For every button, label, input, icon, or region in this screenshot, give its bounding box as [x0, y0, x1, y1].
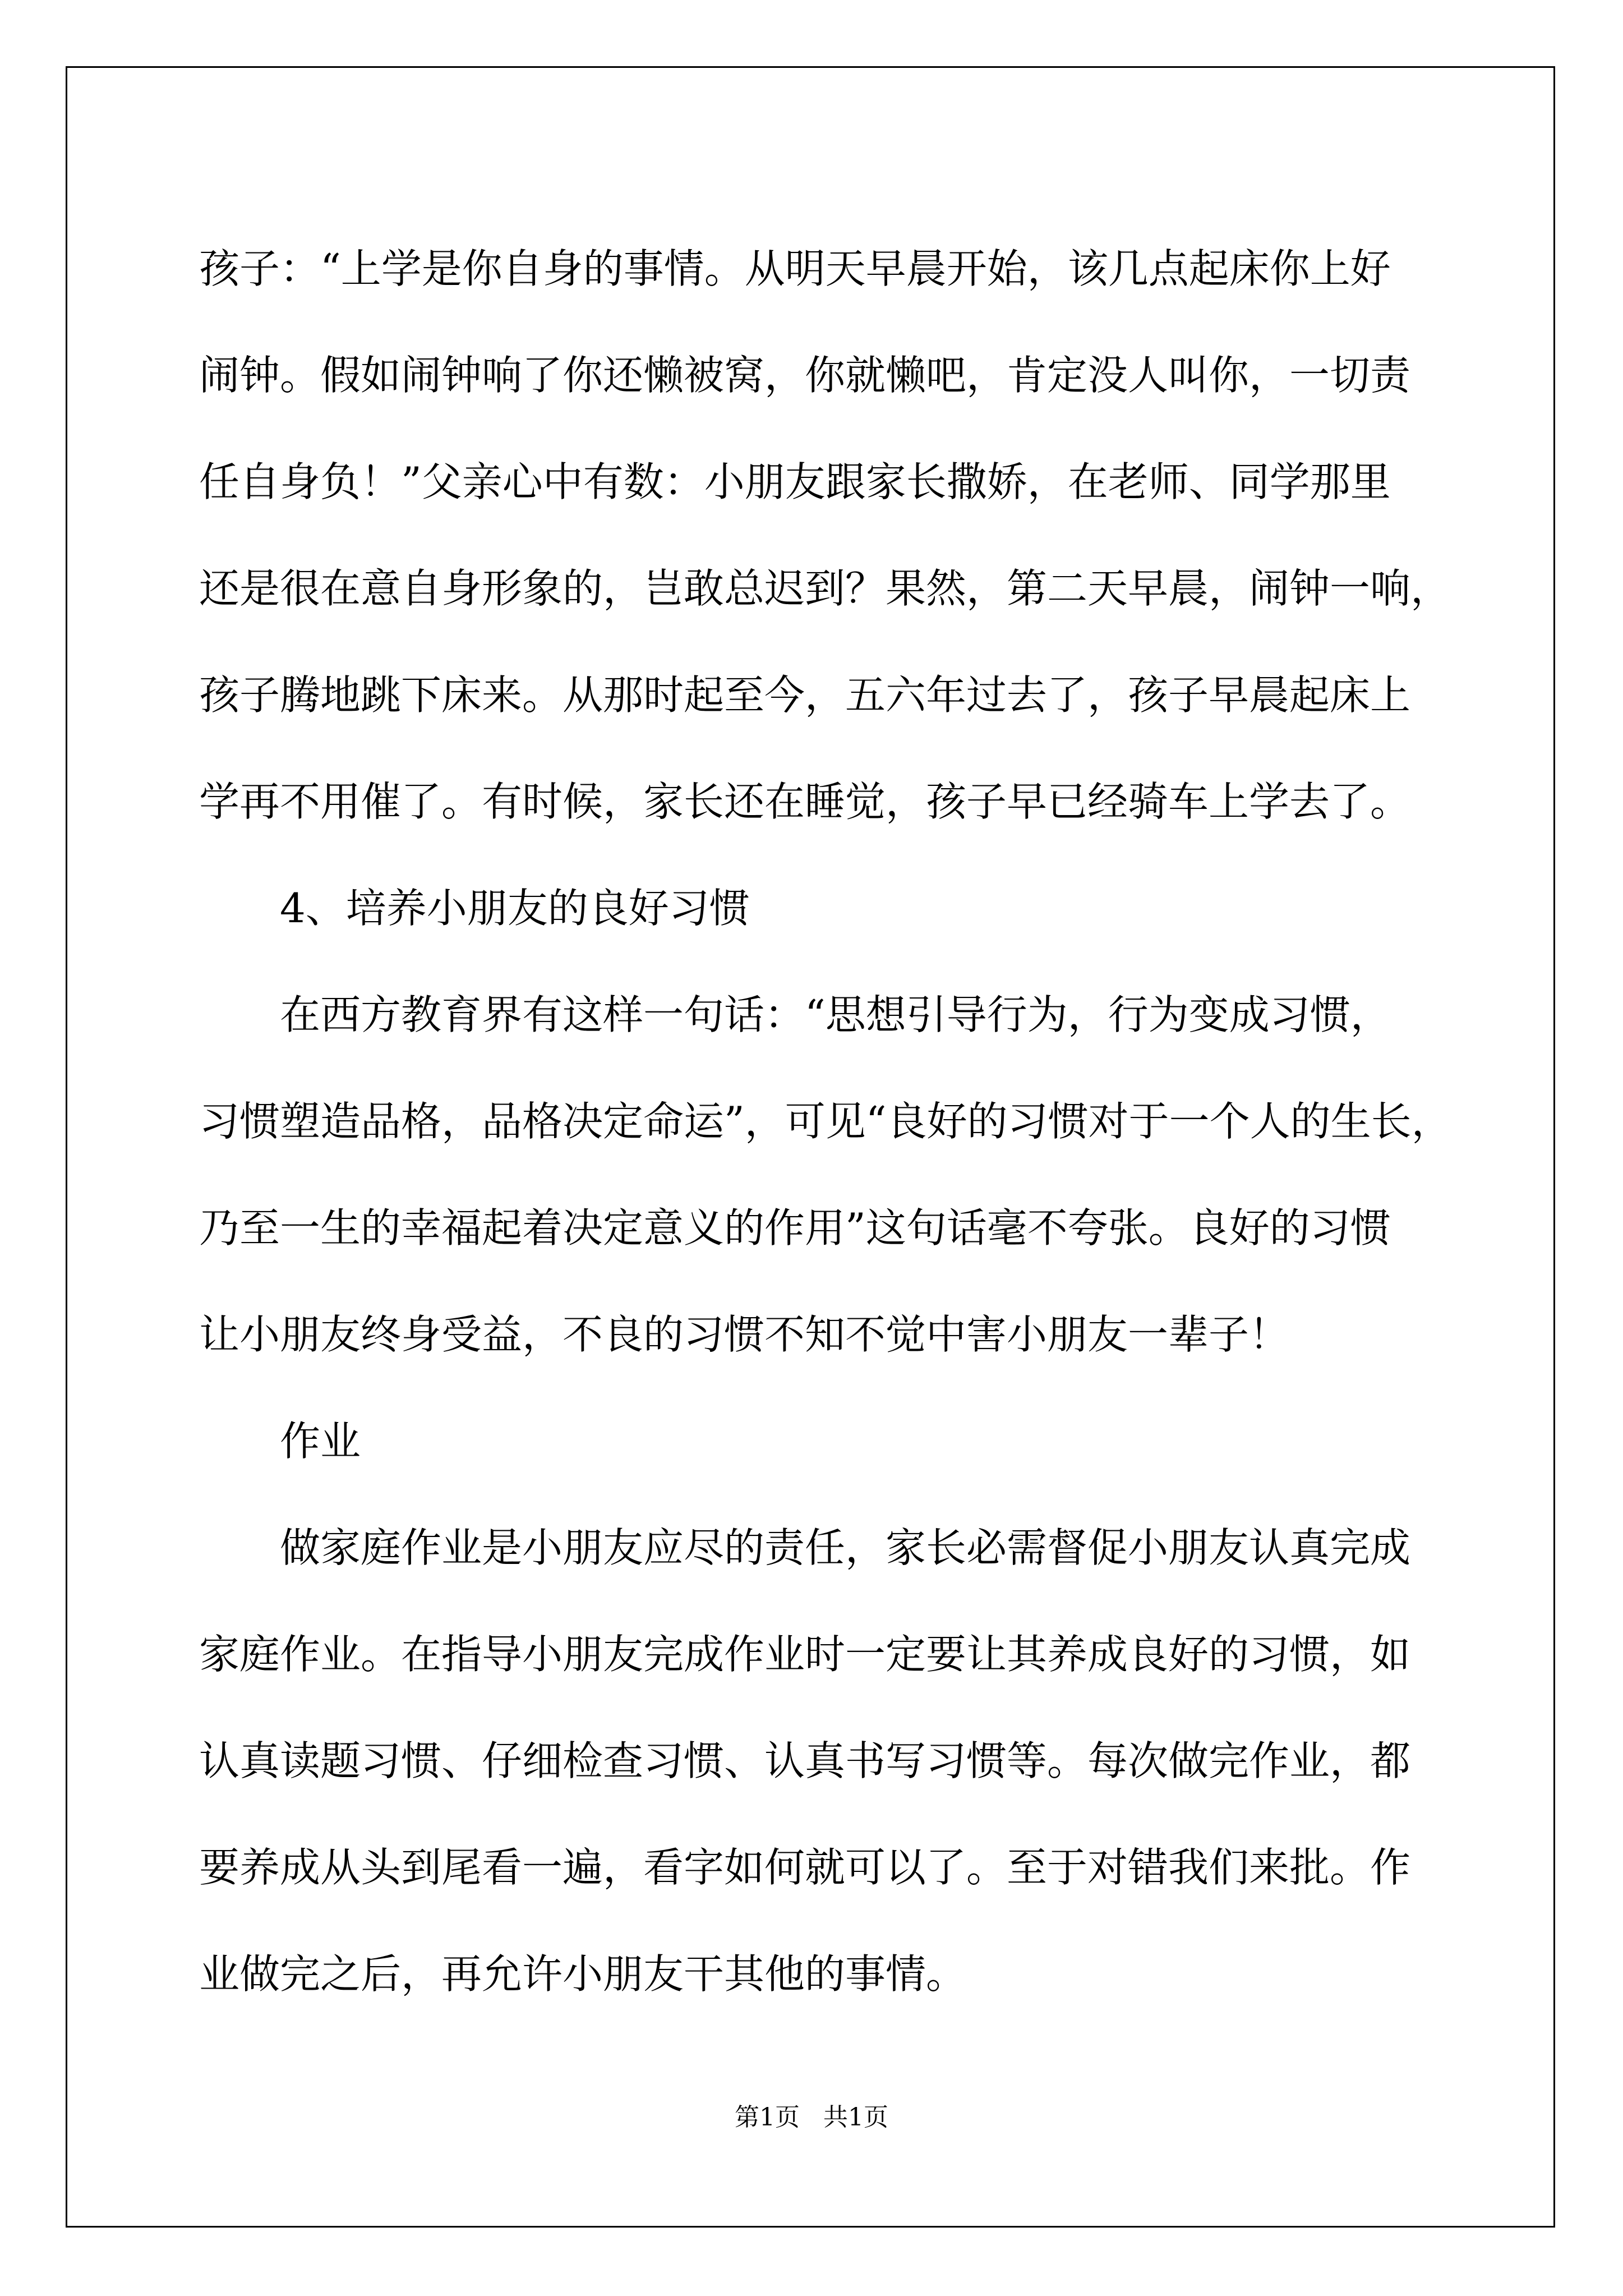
text-line: 还是很在意自身形象的，岂敢总迟到？果然，第二天早晨，闹钟一响，: [199, 565, 1451, 612]
text-line: 孩子：“上学是你自身的事情。从明天早晨开始，该几点起床你上好: [199, 245, 1391, 292]
text-line: 在西方教育界有这样一句话：“思想引导行为，行为变成习惯，: [280, 991, 1391, 1038]
text-line: 要养成从头到尾看一遍，看字如何就可以了。至于对错我们来批。作: [199, 1844, 1411, 1891]
text-line: 孩子腾地跳下床来。从那时起至今，五六年过去了，孩子早晨起床上: [199, 671, 1411, 719]
text-line: 做家庭作业是小朋友应尽的责任，家长必需督促小朋友认真完成: [280, 1524, 1411, 1571]
document-body: [199, 215, 1452, 2027]
text-line: 闹钟。假如闹钟响了你还懒被窝，你就懒吧，肯定没人叫你，一切责: [199, 352, 1411, 399]
text-line: 学再不用催了。有时候，家长还在睡觉，孩子早已经骑车上学去了。: [199, 778, 1411, 825]
section-heading: 作业: [280, 1418, 361, 1465]
section-heading: 4、培养小朋友的良好习惯: [280, 885, 750, 932]
text-line: 习惯塑造品格，品格决定命运”，可见“良好的习惯对于一个人的生长，: [199, 1098, 1452, 1145]
text-line: 家庭作业。在指导小朋友完成作业时一定要让其养成良好的习惯，如: [199, 1631, 1411, 1678]
text-line: 乃至一生的幸福起着决定意义的作用”这句话毫不夸张。良好的习惯: [199, 1204, 1391, 1251]
page-number-footer: 第1页 共1页: [735, 2103, 888, 2132]
text-line: 任自身负！”父亲心中有数：小朋友跟家长撒娇，在老师、同学那里: [199, 458, 1391, 505]
text-line: 让小朋友终身受益，不良的习惯不知不觉中害小朋友一辈子！: [199, 1311, 1290, 1358]
text-line: 业做完之后，再允许小朋友干其他的事情。: [199, 1950, 967, 1998]
text-line: 认真读题习惯、仔细检查习惯、认真书写习惯等。每次做完作业，都: [199, 1737, 1411, 1784]
